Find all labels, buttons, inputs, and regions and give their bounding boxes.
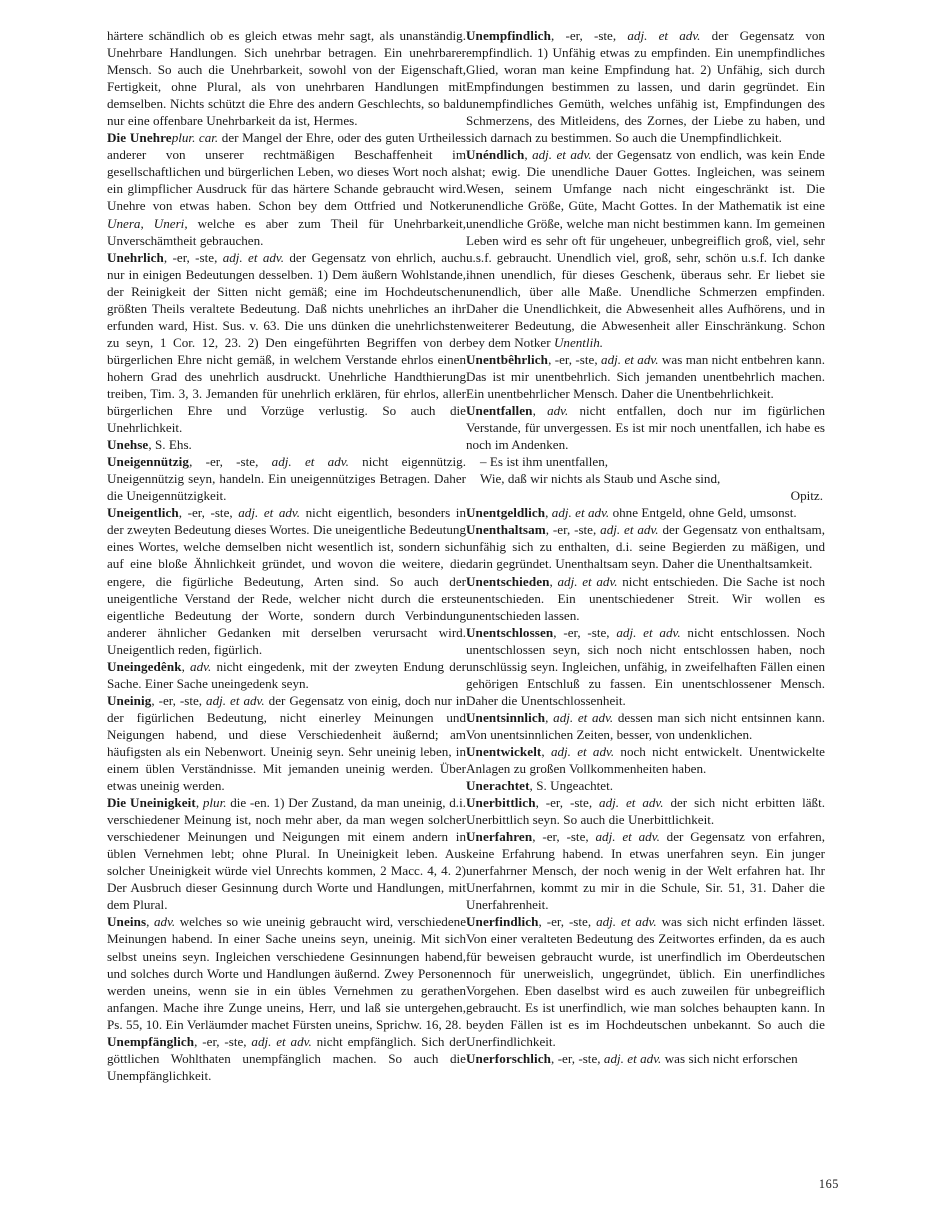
- entry-headword: Unentsinnlich: [466, 709, 546, 725]
- entry-headword: Unerbittlich: [466, 795, 536, 811]
- entry-definition: der sich nicht erbitten läßt. Unerbittlich seyn. So auch die Unerbittlichkeit.: [466, 795, 825, 828]
- entry-headword: Uneins: [107, 914, 147, 930]
- entry-inflection: ,: [545, 709, 554, 725]
- entry-definition: was sich nicht erforschen: [661, 1050, 798, 1066]
- entry-inflection: , -er, -ste,: [538, 914, 597, 930]
- entry-definition: was sich nicht erfinden lässet. Von einer veralteten Bedeutung des Zeitwortes erfinden, da es auch für beweisen gebraucht wurde, ist unerfindlich im Oberdeutschen noch für unerweislich, ungegründet, üblich. Ein unerfindliches Vorgehen. Eben daselbst wird es auch zuweilen für unbegreiflich gebraucht. Es ist unerfindlich, wie man solches behaupten kann. In beyden Fällen ist es im Hochdeutschen unbekannt. So auch die Unerfindlichkeit.: [466, 914, 825, 1049]
- dictionary-entry: [466, 402, 825, 453]
- dictionary-entry: [466, 828, 825, 913]
- dictionary-entry: [466, 794, 825, 828]
- entry-headword: Unentschieden: [466, 573, 550, 589]
- entry-definition: der Gegensatz von enthaltsam, unfähig sich zu enthalten, d.i. seine Begierden zu mäßigen, und darin gegründet. Unenthaltsam seyn. Daher die Unenthaltsamkeit.: [466, 522, 825, 572]
- dictionary-entry: [466, 521, 825, 572]
- entry-grammar-label: adj. et adv.: [222, 249, 285, 265]
- entry-headword: Uneingedênk: [107, 658, 182, 674]
- entry-inflection: ,: [195, 795, 203, 811]
- entry-headword: Unehse: [107, 437, 149, 453]
- entry-headword: Unerforschlich: [466, 1050, 552, 1066]
- dictionary-entry: [466, 624, 825, 709]
- dictionary-entry: [107, 249, 466, 437]
- entry-inflection: ,: [545, 505, 552, 521]
- entry-grammar-label: adv.: [190, 658, 212, 674]
- entry-definition: nicht entfallen, doch nur im figürlichen Verstande, für unvergessen. Es ist mir noch unentfallen, ich habe es noch im Andenken.: [466, 403, 826, 453]
- entry-headword: Unerfahren: [466, 829, 533, 845]
- dictionary-entry: [466, 504, 825, 521]
- entry-definition: härtere schändlich ob es gleich etwas mehr sagt, als unanständig. Unehrbare Handlungen. Sich unehrbar betragen. Ein unehrbarer Mensch. So auch die Unehrbarkeit, sowohl von der Eigenschaft, Fertigkeit, ohne Plural, als von unehrbaren Handlungen mit demselben. Nichts schützt die Ehre des andern Geschlechts, so bald nur eine offenbare Unehrbarkeit da ist, Hermes.: [107, 28, 466, 129]
- entry-grammar-label: adj. et adv.: [551, 505, 610, 521]
- entry-inflection: ,: [146, 914, 154, 930]
- entry-grammar-label: adj. et adv.: [600, 522, 659, 538]
- entry-headword: Unerachtet: [466, 778, 530, 794]
- entry-grammar-label: adj. et adv.: [553, 709, 614, 725]
- entry-inflection: , -er, -ste,: [163, 249, 223, 265]
- entry-definition: welches so wie uneinig gebraucht wird, verschiedene Meinungen habend. In einer Sache uneins seyn, uneinig. Mit sich selbst uneins seyn. Ingleichen verschiedene Gesinnungen habend, und solches durch Worte und Handlungen äußernd. Zwey Personen werden uneins, wenn sie in ein übles Vernehmen zu gerathen anfangen. Mache ihre Zunge uneins, Herr, und laß sie untergehen, Ps. 55, 10. Ein Verläumder machet Fürsten uneins, Sprichw. 16, 28.: [107, 914, 467, 1032]
- entry-inflection: ,: [524, 147, 533, 163]
- dictionary-entry: [466, 709, 825, 743]
- entry-definition: der Gegensatz von einig, doch nur in der figürlichen Bedeutung, nicht einerley Meinungen und Neigungen habend, und diese Verschiedenheit äußernd; am häufigsten als ein Nebenwort. Uneinig seyn. Sehr uneinig leben, in einem üblen Verständnisse. Mit jemanden uneinig werden. Über etwas uneinig werden.: [107, 692, 466, 794]
- entry-definition: die -en. 1) Der Zustand, da man uneinig, d.i. verschiedener Meinung ist, noch mehr aber, da man wegen solcher verschiedener Meinungen und Neigungen mit einem andern in üblen Vernehmen lebt; ohne Plural. In Uneinigkeit leben. Aus solcher Uneinigkeit würde viel Unrechts kommen, 2 Macc. 4, 4. 2) Der Ausbruch dieser Gesinnung durch Worte und Handlungen, mit dem Plural.: [107, 795, 466, 913]
- entry-definition: nicht empfänglich. Sich der göttlichen Wohlthaten unempfänglich machen. So auch die Unempfänglichkeit.: [107, 1033, 466, 1083]
- entry-definition: nicht eigennützig. Uneigennützig seyn, handeln. Ein uneigennütziges Betragen. Daher die Uneigennützigkeit.: [107, 454, 466, 504]
- entry-definition: der Gegensatz von erfahren, keine Erfahrung habend. In etwas unerfahren seyn. Ein junger unerfahrner Mensch, der noch wenig in der Welt erfahren hat. Ihr Unerfahrnen, kommt zu mir in die Schule, Sir. 51, 31. Daher die Unerfahrenheit.: [466, 829, 825, 913]
- entry-headword: Unerfindlich: [466, 914, 539, 930]
- entry-headword: Uneinig: [107, 692, 152, 708]
- entry-definition: der Gegensatz von endlich, was kein Ende hat; ewig. Die unendliche Dauer Gottes. Ingleichen, was seinem Wesen, seinem Umfange nach nicht eingeschränkt ist. Die unendliche Größe, Güte, Macht Gottes. In der Mathematik ist eine unendliche Größe, welche man nicht bestimmen kann. Im gemeinen Leben wird es sehr oft für ungeheuer, unbegreiflich groß, viel, sehr u.s.f. gebraucht. Unendlich viel, groß, sehr, schön u.s.f. Ich danke ihnen unendlich, für dieses Geschenk, überaus sehr. Er liebet sie unendlich, über alle Maße. Unendliche Schmerzen empfinden. Daher die Unendlichkeit, die Abwesenheit alles Aufhörens, und in weiterer Bedeutung, die Abwesenheit aller Einschränkung. Schon bey dem Notker: [466, 147, 825, 350]
- left-column: [107, 27, 466, 1152]
- entry-grammar-label: adj. et adv.: [251, 1033, 312, 1049]
- dictionary-entry: [107, 453, 466, 504]
- verse-line: Wie, daß wir nichts als Staub und Asche sind,: [480, 471, 721, 487]
- entry-definition: der Gegensatz von ehrlich, auch nur in einigen Bedeutungen desselben. 1) Dem äußern Wohlstande, der Reinigkeit der Sitten nicht gemäß; eine im Hochdeutschen größten Theils veraltete Bedeutung. Daß nichts unehrliches an ihr erfunden ward, Hist. Sus. v. 63. Die uns dünken die unehrlichsten zu seyn, 1 Cor. 12, 23. 2) Den eingeführten Begriffen von der bürgerlichen Ehre nicht gemäß, in welchem Verstande ehrlos einen hohern Grad des unehrlich ausdruckt. Unehrliche Handthierung treiben, Tim. 3, 3. Jemanden für unehrlich erklären, für ehrlos, aller bürgerlichen Ehre und Vorzüge verlustig. So auch die Unehrlichkeit.: [107, 249, 466, 436]
- dictionary-entry: [466, 351, 825, 402]
- entry-definition-tail: welche es aber zum Theil für Unehrbarkeit, Unverschämtheit gebrauchen.: [107, 215, 466, 248]
- entry-headword: Unentschlossen: [466, 624, 554, 640]
- entry-inflection: ,: [532, 403, 548, 419]
- entry-headword: Uneigennützig: [107, 454, 190, 470]
- dictionary-entry: [466, 777, 825, 794]
- dictionary-entry: [466, 1050, 825, 1067]
- verse-quotation: [466, 453, 825, 504]
- entry-inflection: , -er, -ste,: [194, 1033, 252, 1049]
- entry-headword: Uneigentlich: [107, 505, 179, 521]
- entry-definition: nicht entschlossen. Noch unentschlossen seyn, sich noch nicht entschlossen haben, noch unschlüssig seyn. Ingleichen, unfähig, in zweifelhaften Fällen einen gehörigen Entschluß zu fassen. Ein unentschlossener Mensch. Daher die Unentschlossenheit.: [466, 624, 825, 708]
- page-number: 165: [818, 1177, 839, 1191]
- dictionary-entry: [466, 913, 825, 1049]
- dictionary-entry: [466, 743, 825, 777]
- entry-definition: , S. Ehs.: [148, 437, 192, 453]
- entry-grammar-label: adj. et adv.: [532, 147, 592, 163]
- entry-grammar-label: adj. et adv.: [271, 454, 349, 470]
- dictionary-entry: [107, 794, 466, 913]
- dictionary-entry: [107, 1033, 466, 1084]
- entry-grammar-label: adj. et adv.: [238, 505, 301, 521]
- entry-definition: nicht entschieden. Die Sache ist noch unentschieden. Ein unentschiedener Streit. Wir wollen es unentschieden lassen.: [466, 573, 825, 623]
- entry-grammar-label: plur.: [202, 795, 227, 811]
- entry-citation-form: Unentlih.: [553, 334, 604, 350]
- entry-grammar-label: adj. et adv.: [603, 1050, 662, 1066]
- entry-headword: Unentgeldlich: [466, 505, 546, 521]
- entry-headword: Unéndlich: [466, 147, 525, 163]
- entry-definition: nicht eigentlich, besonders in der zweyten Bedeutung dieses Wortes. Die uneigentliche Bedeutung eines Wortes, welche demselben nicht wesentlich ist, sondern sich auf eine bloße Ähnlichkeit gründet, und wovon die weitere, die engere, die figürliche Bedeutung, Arten sind. So auch der uneigentliche Verstand der Rede, welcher nicht durch die erste eigentliche Bedeutung der Worte, sondern durch Verbindung anderer ähnlicher Gedanken mit derselben verursacht wird. Uneigentlich reden, figürlich.: [107, 505, 466, 657]
- entry-inflection: , -er, -ste,: [151, 692, 207, 708]
- entry-headword: Unentwickelt: [466, 743, 542, 759]
- entry-grammar-label: adj. et adv.: [601, 351, 659, 367]
- entry-inflection: ,: [181, 658, 191, 674]
- entry-inflection: , -er, -ste,: [548, 351, 602, 367]
- entry-inflection: , -er, -ste,: [532, 829, 596, 845]
- dictionary-entry: [466, 27, 825, 146]
- text-columns: [107, 27, 825, 1152]
- entry-citation-form: Unera, Uneri,: [107, 215, 188, 231]
- entry-grammar-label: adv.: [153, 914, 176, 930]
- right-column: [466, 27, 825, 1152]
- entry-definition: noch nicht entwickelt. Unentwickelte Anlagen zu großen Vollkommenheiten haben.: [466, 743, 825, 777]
- entry-definition: was man nicht entbehren kann. Das ist mir unentbehrlich. Sich jemanden unentbehrlich machen. Ein unentbehrlicher Mensch. Daher die Unentbehrlichkeit.: [466, 351, 825, 401]
- verse-line: – Es ist ihm unentfallen,: [480, 454, 609, 470]
- entry-definition: der Gegensatz von empfindlich. 1) Unfähig etwas zu empfinden. Ein unempfindliches Glied, woran man keine Empfindung hat. 2) Unfähig, sich durch Empfindungen bestimmen zu lassen, und darin gegründet. Ein unempfindliches Gemüth, welches unfähig ist, Empfindungen des Schmerzens, des Mitleidens, des Zornes, der Liebe zu haben, und sich darnach zu bestimmen. So auch die Unempfindlichkeit.: [466, 28, 825, 146]
- dictionary-entry: [107, 436, 466, 453]
- entry-inflection: , -er, -ste,: [545, 522, 601, 538]
- dictionary-entry: [107, 504, 466, 657]
- entry-headword: Die Uneinigkeit: [107, 795, 196, 811]
- entry-headword: Unenthaltsam: [466, 522, 546, 538]
- entry-grammar-label: adj. et adv.: [627, 28, 701, 43]
- entry-grammar-label: plur. car.: [171, 130, 219, 146]
- entry-definition: nicht eingedenk, mit der zweyten Endung der Sache. Einer Sache uneingedenk seyn.: [107, 658, 466, 691]
- entry-headword: Unentfallen: [466, 403, 533, 419]
- entry-grammar-label: adj. et adv.: [557, 573, 618, 589]
- entry-grammar-label: adj. et adv.: [599, 795, 664, 811]
- entry-inflection: , -er, -ste,: [550, 28, 628, 43]
- entry-headword: Die Unehre: [107, 130, 172, 146]
- dictionary-entry: [466, 146, 825, 351]
- entry-grammar-label: adj. et adv.: [595, 829, 660, 845]
- entry-inflection: ,: [541, 743, 551, 759]
- entry-grammar-label: adj. et adv.: [596, 914, 657, 930]
- entry-grammar-label: adj. et adv.: [550, 743, 615, 759]
- entry-headword: Unentbêhrlich: [466, 351, 549, 367]
- entry-inflection: , -er, -ste,: [178, 505, 239, 521]
- dictionary-entry: [466, 573, 825, 624]
- entry-headword: Unempfindlich: [466, 28, 551, 43]
- entry-grammar-label: adj. et adv.: [616, 624, 681, 640]
- entry-inflection: , -er, -ste,: [189, 454, 272, 470]
- entry-inflection: , -er, -ste,: [553, 624, 617, 640]
- entry-grammar-label: adv.: [547, 403, 569, 419]
- entry-definition: , S. Ungeachtet.: [529, 778, 614, 794]
- entry-inflection: , -er, -ste,: [551, 1050, 604, 1066]
- entry-headword: Unempfänglich: [107, 1033, 195, 1049]
- dictionary-entry: [107, 913, 466, 1032]
- entry-definition: der Mangel der Ehre, oder des guten Urtheiles anderer von unserer rechtmäßigen Beschaffenheit im gesellschaftlichen und bürgerlichen Leben, wo dieses Wort noch als ein glimpflicher Ausdruck für das härtere Schande gebraucht wird. Unehre von etwas haben. Schon bey dem Ottfried und Notker: [107, 130, 466, 214]
- entry-headword: Unehrlich: [107, 249, 164, 265]
- entry-grammar-label: adj. et adv.: [206, 692, 265, 708]
- entry-inflection: , -er, -ste,: [535, 795, 600, 811]
- verse-attribution: Opitz.: [790, 488, 823, 504]
- entry-inflection: ,: [549, 573, 558, 589]
- dictionary-entry: [107, 129, 466, 248]
- entry-definition: ohne Entgeld, ohne Geld, umsonst.: [609, 505, 797, 521]
- dictionary-entry: [107, 658, 466, 692]
- entry-definition: dessen man sich nicht entsinnen kann. Von unentsinnlichen Zeiten, besser, von undenklichen.: [466, 709, 825, 742]
- dictionary-entry: [107, 692, 466, 794]
- entry-continuation: [107, 27, 466, 129]
